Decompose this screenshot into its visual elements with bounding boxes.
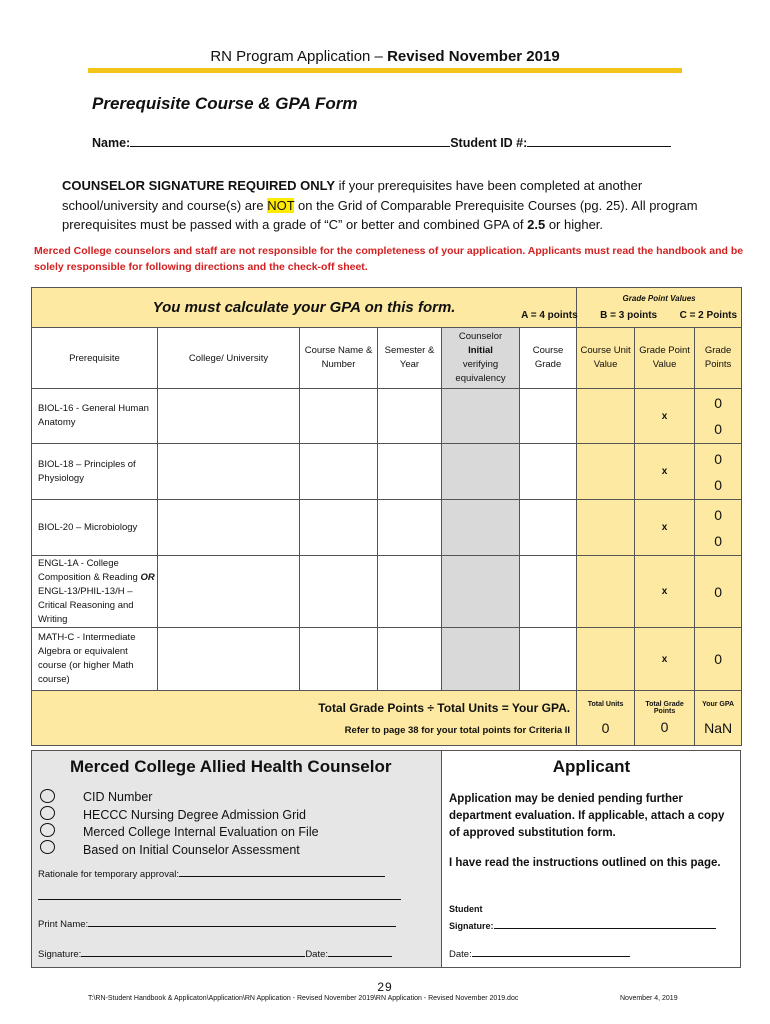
applicant-note: Application may be denied pending further department evaluation. If applicable, attach a copy of approved substitution form. xyxy=(449,793,725,839)
cid-option-radio[interactable] xyxy=(40,789,55,803)
course-grade-input[interactable] xyxy=(520,556,577,628)
name-label: Name: xyxy=(92,136,131,150)
header-counselor-line-3: verifying equivalency xyxy=(455,359,506,384)
multiply-mark: x xyxy=(635,556,695,628)
header-title-revision: Revised November 2019 xyxy=(387,48,560,65)
total-grade-points-cell xyxy=(635,691,695,746)
rationale-row xyxy=(38,867,385,880)
course-unit-input[interactable] xyxy=(577,389,635,444)
prereq-rest: ENGL-13/PHIL-13/H – Critical Reasoning and Writing xyxy=(38,585,134,625)
internal-eval-option-radio[interactable] xyxy=(40,823,55,837)
semester-input[interactable] xyxy=(378,389,442,444)
course-grade-input[interactable] xyxy=(520,389,577,444)
prereq-cell xyxy=(32,556,158,628)
college-input[interactable] xyxy=(158,556,300,628)
grade-points-bottom: 0 xyxy=(714,421,722,437)
form-title: Prerequisite Course & GPA Form xyxy=(92,94,358,113)
header-grade-points: Grade Points xyxy=(695,328,742,389)
header-college: College/ University xyxy=(158,328,300,389)
counselor-options xyxy=(83,789,319,859)
totals-text xyxy=(32,691,577,746)
applicant-panel xyxy=(443,751,740,967)
total-units-cell xyxy=(577,691,635,746)
multiply-mark: x xyxy=(635,444,695,500)
rationale-field[interactable] xyxy=(179,867,385,877)
table-row xyxy=(32,556,742,628)
table-row xyxy=(32,389,742,444)
semester-input[interactable] xyxy=(378,500,442,556)
college-input[interactable] xyxy=(158,628,300,691)
applicant-date-label: Date: xyxy=(449,949,472,960)
course-name-input[interactable] xyxy=(300,556,378,628)
counselor-date-field[interactable] xyxy=(328,947,392,957)
grade-points-cell: 0 xyxy=(695,628,742,691)
counselor-panel xyxy=(32,751,442,967)
course-unit-input[interactable] xyxy=(577,500,635,556)
counselor-option: HECCC Nursing Degree Admission Grid xyxy=(83,807,306,822)
counselor-initial-input[interactable] xyxy=(442,556,520,628)
refer-note: Refer to page 38 for your total points for Criteria II xyxy=(344,724,571,736)
instructions-gpa-min: 2.5 xyxy=(527,217,546,232)
approval-section xyxy=(31,750,741,968)
table-row xyxy=(32,628,742,691)
header-divider xyxy=(88,68,682,73)
college-input[interactable] xyxy=(158,389,300,444)
instructions-text-1: if your prerequisites have been completed at another school/university and course(s) are xyxy=(62,178,643,213)
counselor-initial-input[interactable] xyxy=(442,444,520,500)
total-grade-points-label: Total Grade Points xyxy=(645,701,684,715)
total-formula: Total Grade Points ÷ Total Units = Your GPA. xyxy=(318,700,571,715)
course-name-input[interactable] xyxy=(300,389,378,444)
counselor-option: Merced College Internal Evaluation on File xyxy=(83,825,319,839)
footer-file-path: T:\RN-Student Handbook & Applicaton\Application\RN Application - Revised November 2019\RN Application - Revised November 2019.doc xyxy=(88,995,519,1002)
applicant-signature-label: Signature: xyxy=(449,921,494,931)
header-semester: Semester & Year xyxy=(378,328,442,389)
your-gpa-value: NaN xyxy=(704,719,733,736)
gpa-table xyxy=(31,287,742,746)
print-name-label: Print Name: xyxy=(38,919,89,930)
grade-points-cell xyxy=(695,500,742,556)
grade-points-cell xyxy=(695,444,742,500)
header-counselor-line-1: Counselor xyxy=(458,331,503,342)
print-name-field[interactable] xyxy=(88,917,396,927)
applicant-signature-field[interactable] xyxy=(494,919,716,929)
header-counselor-line-2: Initial xyxy=(468,345,493,356)
header-course-name: Course Name & Number xyxy=(300,328,378,389)
semester-input[interactable] xyxy=(378,628,442,691)
grade-points-bottom: 0 xyxy=(714,532,722,549)
grade-points-cell: 0 xyxy=(695,556,742,628)
header-counselor xyxy=(442,328,520,389)
counselor-title: Merced College Allied Health Counselor xyxy=(70,757,392,776)
header-course-unit: Course Unit Value xyxy=(577,328,635,389)
grade-b-value: B = 3 points xyxy=(600,310,658,321)
grade-points-cell xyxy=(695,389,742,444)
counselor-option: Based on Initial Counselor Assessment xyxy=(83,842,300,857)
college-input[interactable] xyxy=(158,444,300,500)
grade-points-top: 0 xyxy=(714,395,722,411)
prereq-cell: BIOL-16 - General Human Anatomy xyxy=(32,389,158,444)
rationale-field-line-2[interactable] xyxy=(38,899,401,900)
applicant-date-field[interactable] xyxy=(472,947,630,957)
header-grade-point-value: Grade Point Value xyxy=(635,328,695,389)
course-name-input[interactable] xyxy=(300,444,378,500)
counselor-initial-input[interactable] xyxy=(442,389,520,444)
counselor-signature-label: Signature: xyxy=(38,949,82,960)
course-unit-input[interactable] xyxy=(577,556,635,628)
grade-point-values-title: Grade Point Values xyxy=(622,294,696,303)
semester-input[interactable] xyxy=(378,444,442,500)
page-number: 29 xyxy=(377,980,393,994)
multiply-mark: x xyxy=(635,389,695,444)
name-row xyxy=(92,135,671,150)
instructions-text-2: on the Grid of Comparable Prerequisite Courses (pg. 25). All program prerequisites must be passed with a grade of “C” or better and combined GPA of xyxy=(62,197,698,232)
multiply-mark: x xyxy=(635,500,695,556)
course-name-input[interactable] xyxy=(300,500,378,556)
footer-date: November 4, 2019 xyxy=(620,995,678,1002)
grade-a-value: A = 4 points xyxy=(521,310,578,321)
your-gpa-label: Your GPA xyxy=(702,700,735,708)
course-name-input[interactable] xyxy=(300,628,378,691)
course-unit-input[interactable] xyxy=(577,444,635,500)
warning-notice: Merced College counselors and staff are not responsible for the completeness of your application. Applicants must read the handbook and be solely responsible for following directions and the check-off sheet. xyxy=(34,245,744,273)
header-course-grade: Course Grade xyxy=(520,328,577,389)
student-label: Student xyxy=(449,904,483,914)
prereq-cell: BIOL-20 – Microbiology xyxy=(32,500,158,556)
table-row xyxy=(32,444,742,500)
instructions-bold-lead: COUNSELOR SIGNATURE REQUIRED ONLY xyxy=(62,178,336,193)
applicant-date-row xyxy=(449,947,630,960)
name-field[interactable] xyxy=(130,135,450,147)
total-units-value: 0 xyxy=(601,719,610,736)
instructions-paragraph xyxy=(62,176,712,235)
header-prerequisite: Prerequisite xyxy=(32,328,158,389)
page-header-title xyxy=(0,48,770,65)
semester-input[interactable] xyxy=(378,556,442,628)
grade-point-values xyxy=(521,288,742,328)
table-row xyxy=(32,500,742,556)
counselor-signature-field[interactable] xyxy=(81,947,305,957)
student-id-field[interactable] xyxy=(527,135,671,147)
prereq-cell: MATH-C - Intermediate Algebra or equivalent course (or higher Math course) xyxy=(32,628,158,691)
counselor-date-label: Date: xyxy=(305,949,329,960)
applicant-title: Applicant xyxy=(552,757,631,776)
college-input[interactable] xyxy=(158,500,300,556)
course-grade-input[interactable] xyxy=(520,628,577,691)
student-id-label: Student ID #: xyxy=(450,136,528,150)
grade-points-top: 0 xyxy=(714,506,722,523)
multiply-mark: x xyxy=(635,628,695,691)
initial-assessment-option-radio[interactable] xyxy=(40,840,55,854)
counselor-initial-input[interactable] xyxy=(442,500,520,556)
prereq-cell: BIOL-18 – Principles of Physiology xyxy=(32,444,158,500)
rationale-label: Rationale for temporary approval: xyxy=(38,869,179,880)
grade-points-top: 0 xyxy=(714,450,722,467)
counselor-option: CID Number xyxy=(83,790,153,804)
applicant-read-statement: I have read the instructions outlined on this page. xyxy=(449,857,721,869)
instructions-text-3: or higher. xyxy=(545,217,604,232)
total-grade-points-value: 0 xyxy=(660,719,669,735)
counselor-signature-row xyxy=(38,947,392,960)
applicant-signature-row xyxy=(449,901,716,935)
gpa-banner: You must calculate your GPA on this form. xyxy=(32,288,577,328)
print-name-row xyxy=(38,917,396,930)
prereq-or: OR xyxy=(140,571,155,583)
course-unit-input[interactable] xyxy=(577,628,635,691)
heccc-option-radio[interactable] xyxy=(40,806,55,820)
grade-c-value: C = 2 Points xyxy=(679,310,738,321)
header-title-main: RN Program Application – xyxy=(210,48,388,65)
course-grade-input[interactable] xyxy=(520,444,577,500)
course-grade-input[interactable] xyxy=(520,500,577,556)
your-gpa-cell xyxy=(695,691,742,746)
prereq-line: ENGL-1A - College Composition & Reading xyxy=(38,557,138,583)
counselor-initial-input[interactable] xyxy=(442,628,520,691)
total-units-label: Total Units xyxy=(587,700,624,708)
instructions-highlight: NOT xyxy=(267,197,295,213)
grade-points-bottom: 0 xyxy=(714,476,722,493)
